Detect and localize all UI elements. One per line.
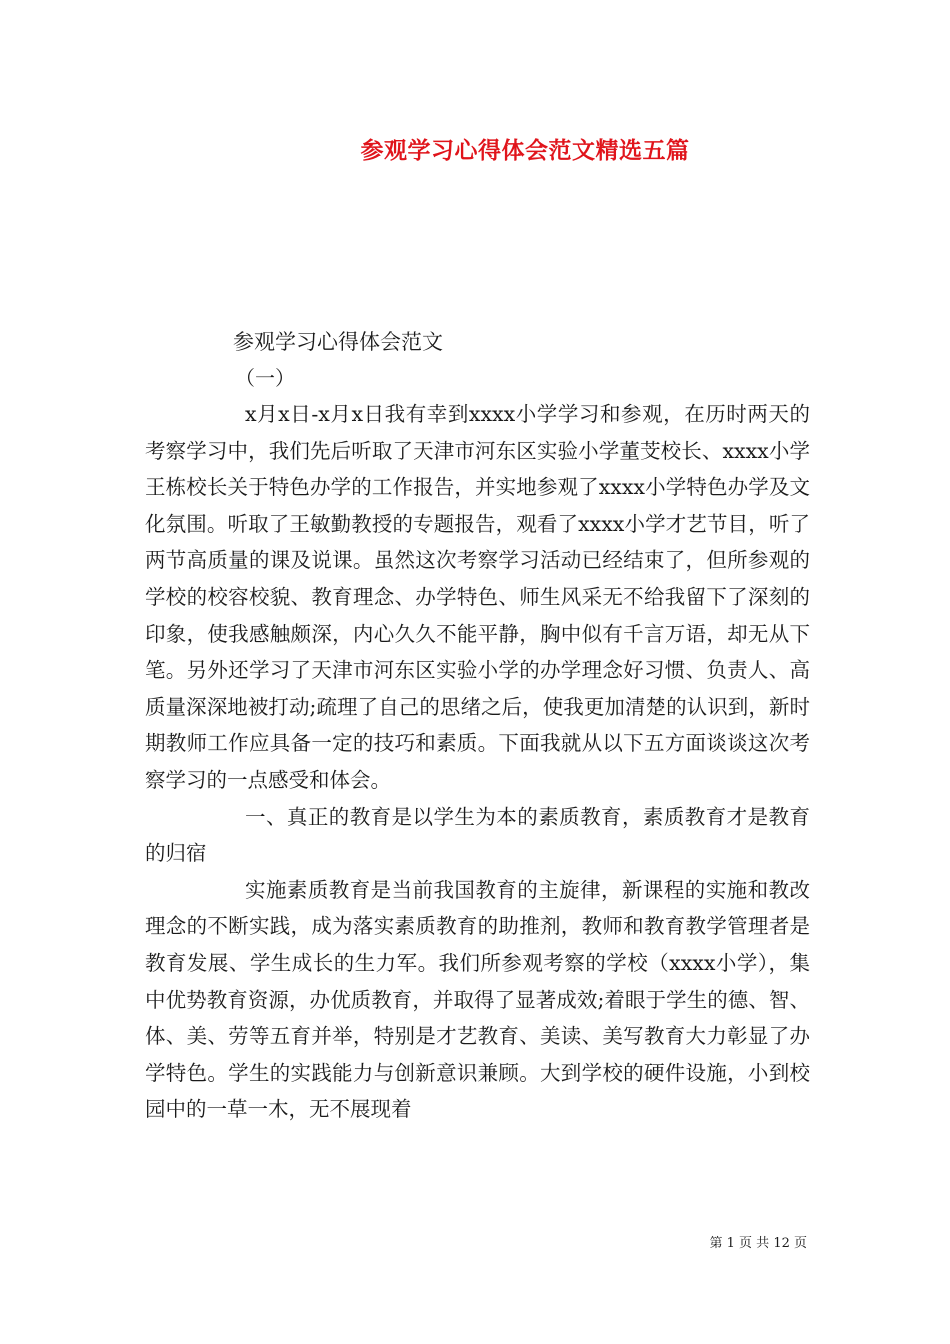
- sub-heading: 参观学习心得体会范文: [233, 330, 443, 354]
- document-title: 参观学习心得体会范文精选五篇: [360, 137, 690, 164]
- paragraph-intro: x月x日-x月x日我有幸到xxxx小学学习和参观，在历时两天的考察学习中，我们先后听取了天津市河东区实验小学董芠校长、xxxx小学王栋校长关于特色办学的工作报告，并实地参观了xxxx小学特色办学及文化氛围。听取了王敏勤教授的专题报告，观看了xxxx小学才艺节目，听了两节高质量的课及说课。虽然这次考察学习活动已经结束了，但所参观的学校的校容校貌、教育理念、办学特色、师生风采无不给我留下了深刻的印象，使我感触颇深，内心久久不能平静，胸中似有千言万语，却无从下笔。另外还学习了天津市河东区实验小学的办学理念好习惯、负责人、高质量深深地被打动;疏理了自己的思绪之后，使我更加清楚的认识到，新时期教师工作应具备一定的技巧和素质。下面我就从以下五方面谈谈这次考察学习的一点感受和体会。: [145, 402, 810, 792]
- body-text: [145, 396, 810, 1128]
- paragraph-heading-one: 一、真正的教育是以学生为本的素质教育，素质教育才是教育的归宿: [145, 804, 810, 866]
- paragraph-quality-education: 实施素质教育是当前我国教育的主旋律，新课程的实施和教改理念的不断实践，成为落实素质教育的助推剂，教师和教育教学管理者是教育发展、学生成长的生力军。我们所参观考察的学校（xxxx小学），集中优势教育资源，办优质教育，并取得了显著成效;着眼于学生的德、智、体、美、劳等五育并举，特别是才艺教育、美读、美写教育大力彰显了办学特色。学生的实践能力与创新意识兼顾。大到学校的硬件设施，小到校园中的一草一木，无不展现着: [145, 877, 810, 1122]
- page-footer: 第 1 页 共 12 页: [709, 1236, 807, 1251]
- section-number: （一）: [235, 366, 295, 390]
